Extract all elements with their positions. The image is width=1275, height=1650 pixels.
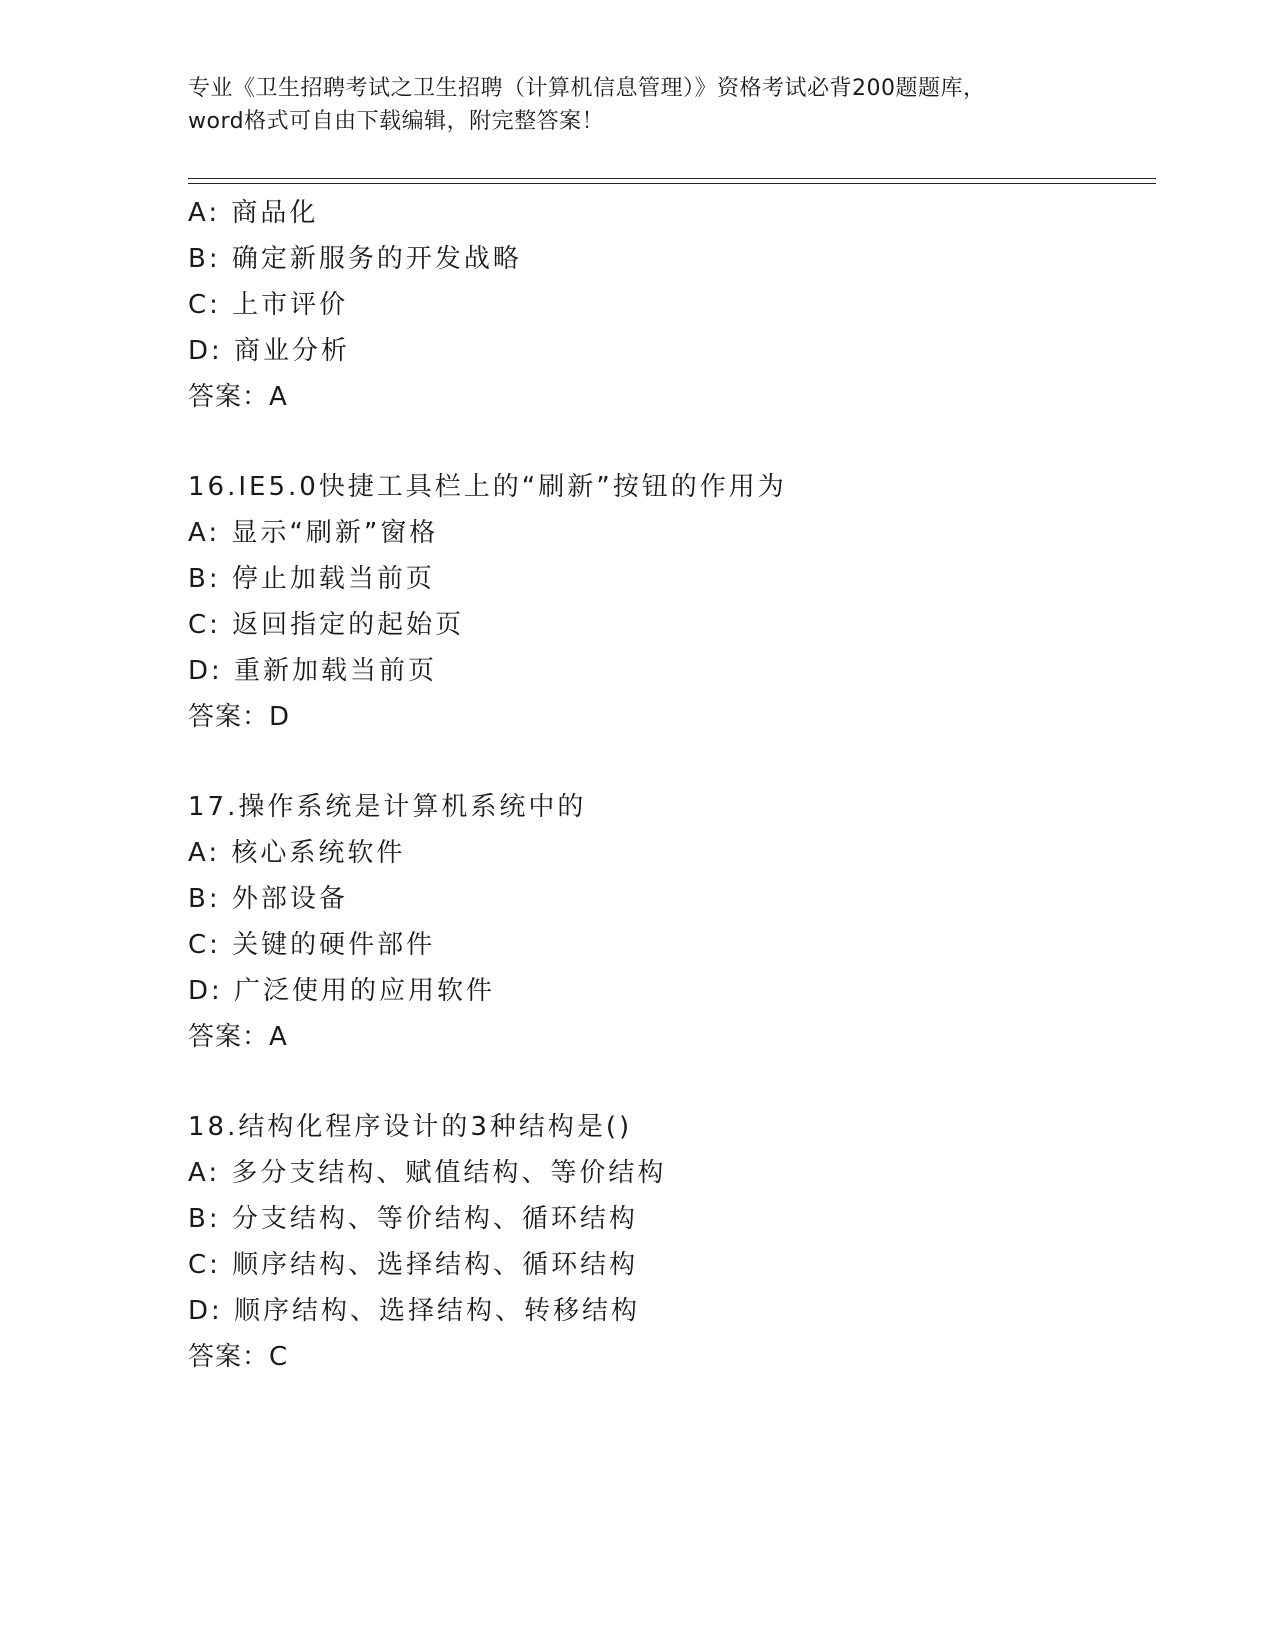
question-list bbox=[188, 190, 1148, 1380]
option-a: A: 商品化 bbox=[188, 198, 319, 228]
document-header bbox=[188, 72, 1088, 138]
option-b: B: 分支结构、等价结构、循环结构 bbox=[188, 1204, 638, 1234]
option-d: D: 广泛使用的应用软件 bbox=[188, 976, 496, 1006]
header-rule-bottom bbox=[188, 183, 1156, 184]
option-b: B: 停止加载当前页 bbox=[188, 564, 435, 594]
option-c: C: 关键的硬件部件 bbox=[188, 930, 436, 960]
answer-line: 答案：A bbox=[188, 1022, 288, 1052]
header-rule-top bbox=[188, 178, 1156, 179]
question-17 bbox=[188, 784, 1148, 1060]
question-stem: 17.操作系统是计算机系统中的 bbox=[188, 792, 587, 822]
option-b: B: 确定新服务的开发战略 bbox=[188, 244, 522, 274]
spacer bbox=[188, 740, 1148, 784]
answer-line: 答案：C bbox=[188, 1342, 289, 1372]
option-c: C: 上市评价 bbox=[188, 290, 349, 320]
question-stem: 18.结构化程序设计的3种结构是() bbox=[188, 1112, 633, 1142]
option-d: D: 商业分析 bbox=[188, 336, 351, 366]
question-16 bbox=[188, 464, 1148, 740]
header-line-2: word格式可自由下载编辑，附完整答案！ bbox=[188, 109, 605, 134]
option-c: C: 顺序结构、选择结构、循环结构 bbox=[188, 1250, 639, 1280]
option-b: B: 外部设备 bbox=[188, 884, 348, 914]
question-stem: 16.IE5.0快捷工具栏上的“刷新”按钮的作用为 bbox=[188, 472, 787, 502]
spacer bbox=[188, 1060, 1148, 1104]
answer-line: 答案：A bbox=[188, 382, 288, 412]
option-d: D: 顺序结构、选择结构、转移结构 bbox=[188, 1296, 641, 1326]
question-18 bbox=[188, 1104, 1148, 1380]
option-a: A: 显示“刷新”窗格 bbox=[188, 518, 439, 548]
option-a: A: 多分支结构、赋值结构、等价结构 bbox=[188, 1158, 667, 1188]
option-c: C: 返回指定的起始页 bbox=[188, 610, 465, 640]
answer-line: 答案：D bbox=[188, 702, 291, 732]
header-line-1: 专业《卫生招聘考试之卫生招聘（计算机信息管理）》资格考试必背200题题库， bbox=[188, 76, 986, 101]
spacer bbox=[188, 420, 1148, 464]
option-a: A: 核心系统软件 bbox=[188, 838, 406, 868]
option-d: D: 重新加载当前页 bbox=[188, 656, 438, 686]
question-15-continued bbox=[188, 190, 1148, 420]
